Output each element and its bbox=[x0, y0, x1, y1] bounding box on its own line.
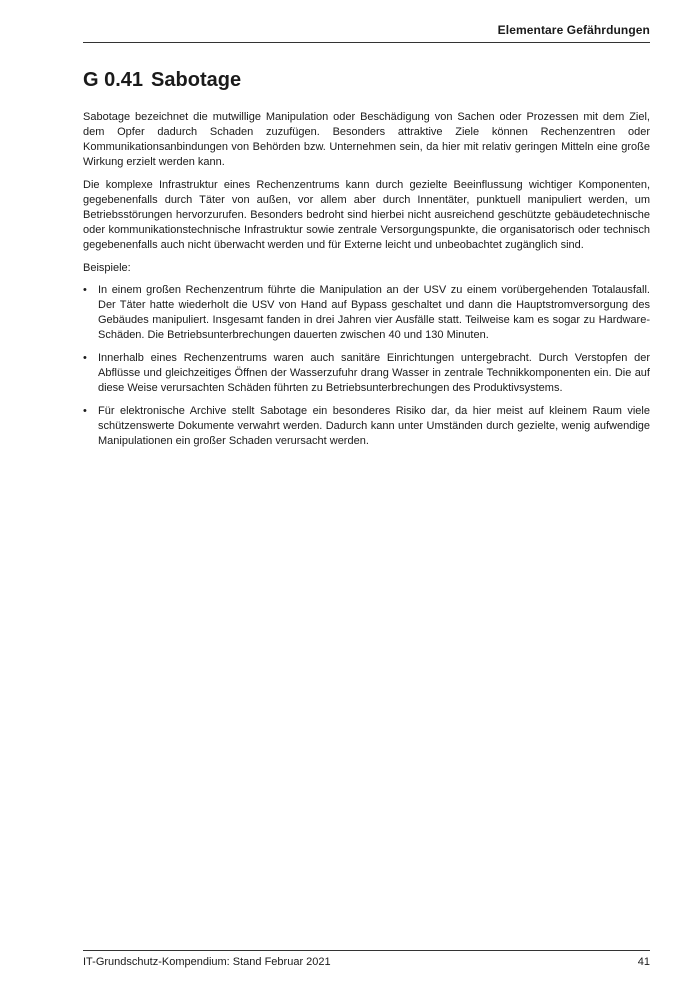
list-item-text: In einem großen Rechenzentrum führte die Manipulation an der USV zu einem vorübergehenden Totalausfall. Der Täter hatte wiederholt die USV von Hand auf Bypass geschaltet und dann die Hauptstromversorgung des Gebäudes manipuliert. Insgesamt fanden in drei Jahren vier Ausfälle statt. Teilweise kam es sogar zu Hardware-Schäden. Die Betriebsunterbrechungen dauerten zwischen 40 und 130 Minuten. bbox=[98, 284, 650, 341]
running-header-title: Elementare Gefährdungen bbox=[497, 23, 650, 37]
page-title bbox=[83, 67, 241, 93]
section-title: Sabotage bbox=[151, 69, 242, 91]
examples-label: Beispiele: bbox=[83, 262, 131, 274]
list-item bbox=[83, 404, 650, 449]
page-number: 41 bbox=[637, 956, 650, 968]
bullet-icon: • bbox=[83, 405, 87, 417]
main-content bbox=[83, 110, 650, 457]
list-item bbox=[83, 351, 650, 396]
bullet-icon: • bbox=[83, 352, 87, 364]
running-header bbox=[83, 22, 650, 43]
section-number: G 0.41 bbox=[83, 69, 144, 91]
footer-text: IT-Grundschutz-Kompendium: Stand Februar 2021 bbox=[83, 956, 331, 968]
examples-list bbox=[83, 283, 650, 449]
intro-paragraph: Sabotage bezeichnet die mutwillige Manipulation oder Beschädigung von Sachen oder Prozessen mit dem Ziel, dem Opfer dadurch Schaden zuzufügen. Besonders attraktive Ziele können Rechenzentren oder Kommunikationsanbindungen von Behörden bzw. Unternehmen sein, da hier mit relativ geringen Mitteln eine große Wirkung erzielt werden kann. bbox=[83, 111, 650, 168]
infrastructure-paragraph: Die komplexe Infrastruktur eines Rechenzentrums kann durch gezielte Beeinflussung wichtiger Komponenten, gegebenenfalls durch Täter von außen, vor allem aber durch Innentäter, punktuell manipuliert werden, um Betriebsstörungen hervorzurufen. Besonders bedroht sind hierbei nicht ausreichend geschützte gebäudetechnische oder kommunikationstechnische Infrastruktur sowie zentrale Versorgungspunkte, die organisatorisch oder technisch gegebenenfalls auch nicht überwacht werden und für Externe leicht und unbeobachtet zugänglich sind. bbox=[83, 179, 650, 251]
list-item bbox=[83, 283, 650, 343]
list-item-text: Für elektronische Archive stellt Sabotage ein besonderes Risiko dar, da hier meist auf kleinem Raum viele schützenswerte Dokumente verwahrt werden. Dadurch kann unter Umständen durch gezielte, wenig aufwendige Manipulationen ein großer Schaden verursacht werden. bbox=[98, 405, 650, 447]
page-footer bbox=[83, 950, 650, 969]
bullet-icon: • bbox=[83, 284, 87, 296]
list-item-text: Innerhalb eines Rechenzentrums waren auch sanitäre Einrichtungen untergebracht. Durch Verstopfen der Abflüsse und gleichzeitiges Öffnen der Wasserzufuhr drang Wasser in zentrale Technikkomponenten ein. Die auf diese Weise verursachten Schäden führten zu Betriebsunterbrechungen des Produktivsystems. bbox=[98, 352, 650, 394]
